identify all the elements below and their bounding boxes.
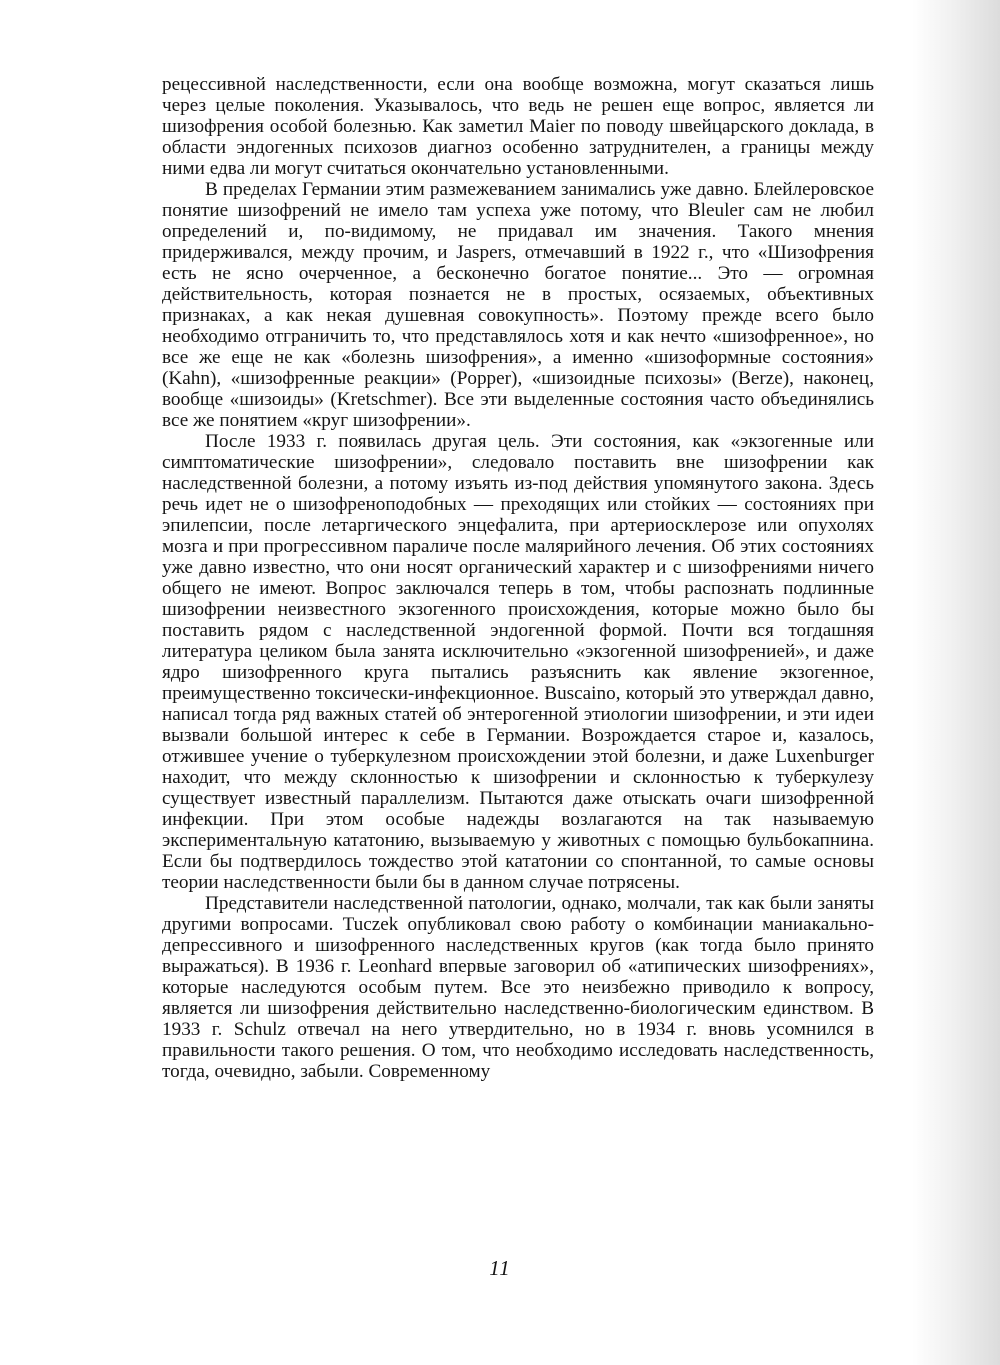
paragraph: Представители наследственной патологии, однако, молчали, так как были заняты другими вопросами. Tuczek опубликовал свою работу о комбинации маниакально-депрессивного и шизофренного наследственных кругов (как тогда было принято выражаться). В 1936 г. Leonhard впервые заговорил об «атипических шизофрениях», которые наследуются особым путем. Все это неизбежно приводило к вопросу, является ли шизофрения действительно наследственно-биологическим единством. В 1933 г. Schulz отвечал на него утвердительно, но в 1934 г. вновь усомнился в правильности такого решения. О том, что необходимо исследовать наследственность, тогда, очевидно, забыли. Современному	[162, 893, 874, 1082]
paragraph: В пределах Германии этим размежеванием занимались уже давно. Блейлеровское понятие шизофрений не имело там успеха уже потому, что Bleuler сам не любил определений и, по-видимому, не придавал им значения. Такого мнения придерживался, между прочим, и Jaspers, отмечавший в 1922 г., что «Шизофрения есть не ясно очерченное, а бесконечно богатое понятие... Это — огромная действительность, которая познается не в простых, осязаемых, объективных признаках, а как некая душевная совокупность». Поэтому прежде всего было необходимо отграничить то, что представлялось хотя и как нечто «шизофренное», но все же еще не как «болезнь шизофрения», а именно «шизоформные состояния» (Kahn), «шизофренные реакции» (Popper), «шизоидные психозы» (Berze), наконец, вообще «шизоиды» (Kretschmer). Все эти выделенные состояния часто объединялись все же понятием «круг шизофрении».	[162, 179, 874, 431]
paragraph-continued: рецессивной наследственности, если она вообще возможна, могут сказаться лишь через целые поколения. Указывалось, что ведь не решен еще вопрос, является ли шизофрения особой болезнью. Как заметил Maier по поводу швейцарского доклада, в области эндогенных психозов диагноз особенно затруднителен, а границы между ними едва ли могут считаться окончательно установленными.	[162, 74, 874, 179]
page-number: 11	[489, 1256, 511, 1280]
paragraph: После 1933 г. появилась другая цель. Эти состояния, как «экзогенные или симптоматические шизофрении», следовало поставить вне шизофрении как наследственной болезни, а потому изъять из-под действия упомянутого закона. Здесь речь идет не о шизофреноподобных — преходящих или стойких — состояниях при эпилепсии, после летаргического энцефалита, при артериосклерозе или опухолях мозга и при прогрессивном параличе после малярийного лечения. Об этих состояниях уже давно известно, что они носят органический характер и с шизофрениями ничего общего не имеют. Вопрос заключался теперь в том, чтобы распознать подлинные шизофрении неизвестного экзогенного происхождения, которые можно было бы поставить рядом с наследственной эндогенной формой. Почти вся тогдашняя литература целиком была занята исключительно «экзогенной шизофренией», и даже ядро шизофренного круга пытались разъяснить как явление экзогенное, преимущественно токсически-инфекционное. Buscaino, который это утверждал давно, написал тогда ряд важных статей об энтерогенной этиологии шизофрении, и эти идеи вызвали большой интерес к себе в Германии. Возрождается старое и, казалось, отжившее учение о туберкулезном происхождении этой болезни, и даже Luxenburger находит, что между склонностью к шизофрении и склонностью к туберкулезу существует известный параллелизм. Пытаются даже отыскать очаги шизофренной инфекции. При этом особые надежды возлагаются на так называемую экспериментальную кататонию, вызываемую у животных с помощью бульбокапнина. Если бы подтвердилось тождество этой кататонии со спонтанной, то самые основы теории наследственности были бы в данном случае потрясены.	[162, 431, 874, 893]
body-text	[162, 74, 874, 1082]
page-edge-shadow	[912, 0, 1000, 1365]
